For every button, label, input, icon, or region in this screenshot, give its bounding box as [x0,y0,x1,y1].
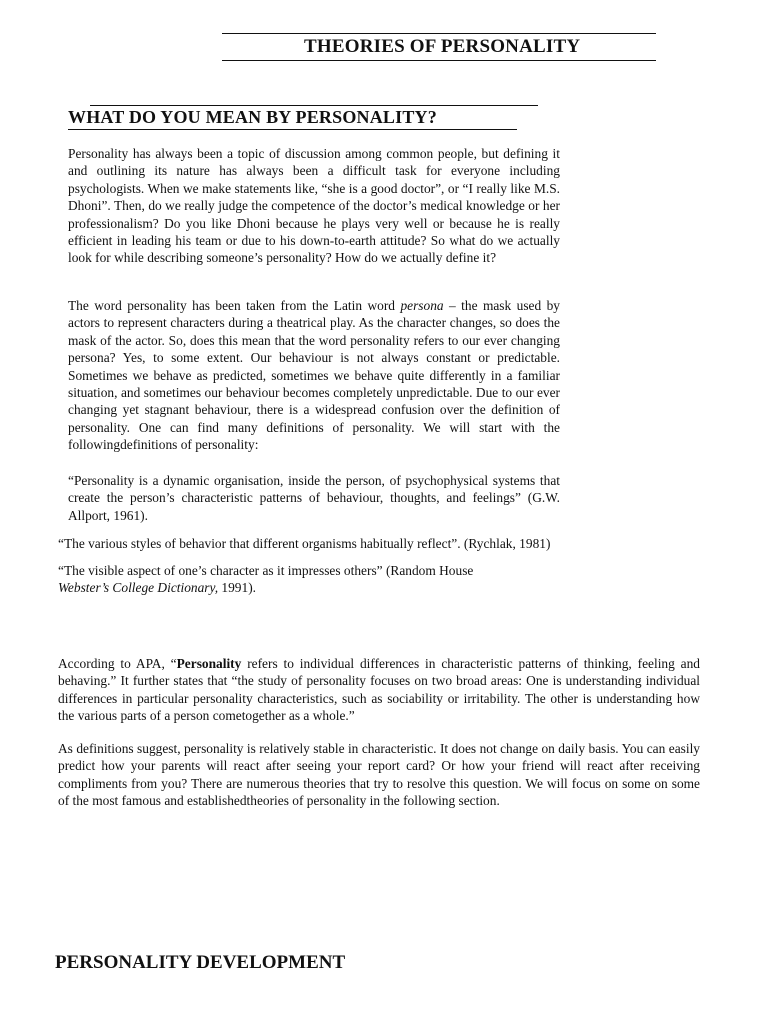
quote-rychlak: “The various styles of behavior that different organisms habitually reflect”. (Rychlak, 1981) [58,536,551,551]
header-top-rule [222,33,656,34]
paragraph-persona-text-a: The word personality has been taken from the Latin word [68,298,401,313]
quote-webster-line1: “The visible aspect of one’s character as it impresses others” (Random House [58,563,474,578]
paragraph-apa-text-b: refers to individual differences in characteristic patterns of thinking, feeling and behaving.” It further states that “the study of personality focuses on two broad areas: One is understanding individual differences in particular personality characteristics, such as sociability or irritability. The other is understanding how the various parts of a person cometogether as a whole.” [58,656,700,724]
paragraph-persona-text-b: – the mask used by actors to represent characters during a theatrical play. As the character changes, so does the mask of the actor. So, does this mean that the word personality refers to our ever changing persona? Yes, to some extent. Our behaviour is not always constant or predictable. Sometimes we behave as predicted, sometimes we behave quite differently in a familiar situation, and sometimes our behaviour becomes completely unpredictable. Due to our ever changing yet stagnant behaviour, there is a widespread confusion over the definition of personality. One can find many definitions of personality. We will start with the followingdefinitions of personality: [68,298,560,453]
persona-term: persona [400,298,444,313]
quote-webster-year: 1991). [218,580,256,596]
quote-webster [58,562,578,597]
paragraph-intro: Personality has always been a topic of discussion among common people, but defining it and outlining its nature has always been a difficult task for everyone including psychologists. When we make statements like, “she is a good doctor”, or “I really like M.S. Dhoni”. Then, do we really judge the competence of the doctor’s medical knowledge or her professionalism? Do you like Dhoni because he plays very well or because he is really efficient in leading his team or due to his down-to-earth attitude? So what do we actually look for while describing someone’s personality? How do we actually define it? [68,146,560,266]
section-heading: WHAT DO YOU MEAN BY PERSONALITY? [68,107,437,127]
paragraph-persona [68,297,560,454]
quote-allport: “Personality is a dynamic organisation, inside the person, of psychophysical systems that create the person’s characteristic patterns of behaviour, thoughts, and feelings” (G.W. Allport, 1961). [68,473,560,523]
paragraph-apa-text-a: According to APA, “ [58,656,177,671]
footer-heading: PERSONALITY DEVELOPMENT [55,952,346,973]
section-bottom-rule [68,129,517,130]
header-bottom-rule [222,60,656,61]
page-title: THEORIES OF PERSONALITY [304,36,581,57]
personality-term: Personality [176,656,242,671]
section-top-rule [90,105,538,106]
webster-dictionary-title: Webster’s College Dictionary, [58,580,219,596]
paragraph-apa [58,655,700,725]
paragraph-stability: As definitions suggest, personality is relatively stable in characteristic. It does not change on daily basis. You can easily predict how your parents will react after seeing your report card? Or how your friend will react after receiving compliments from you? There are numerous theories that try to resolve this question. We will focus on some on some of the most famous and establishedtheories of personality in the following section. [58,741,700,809]
